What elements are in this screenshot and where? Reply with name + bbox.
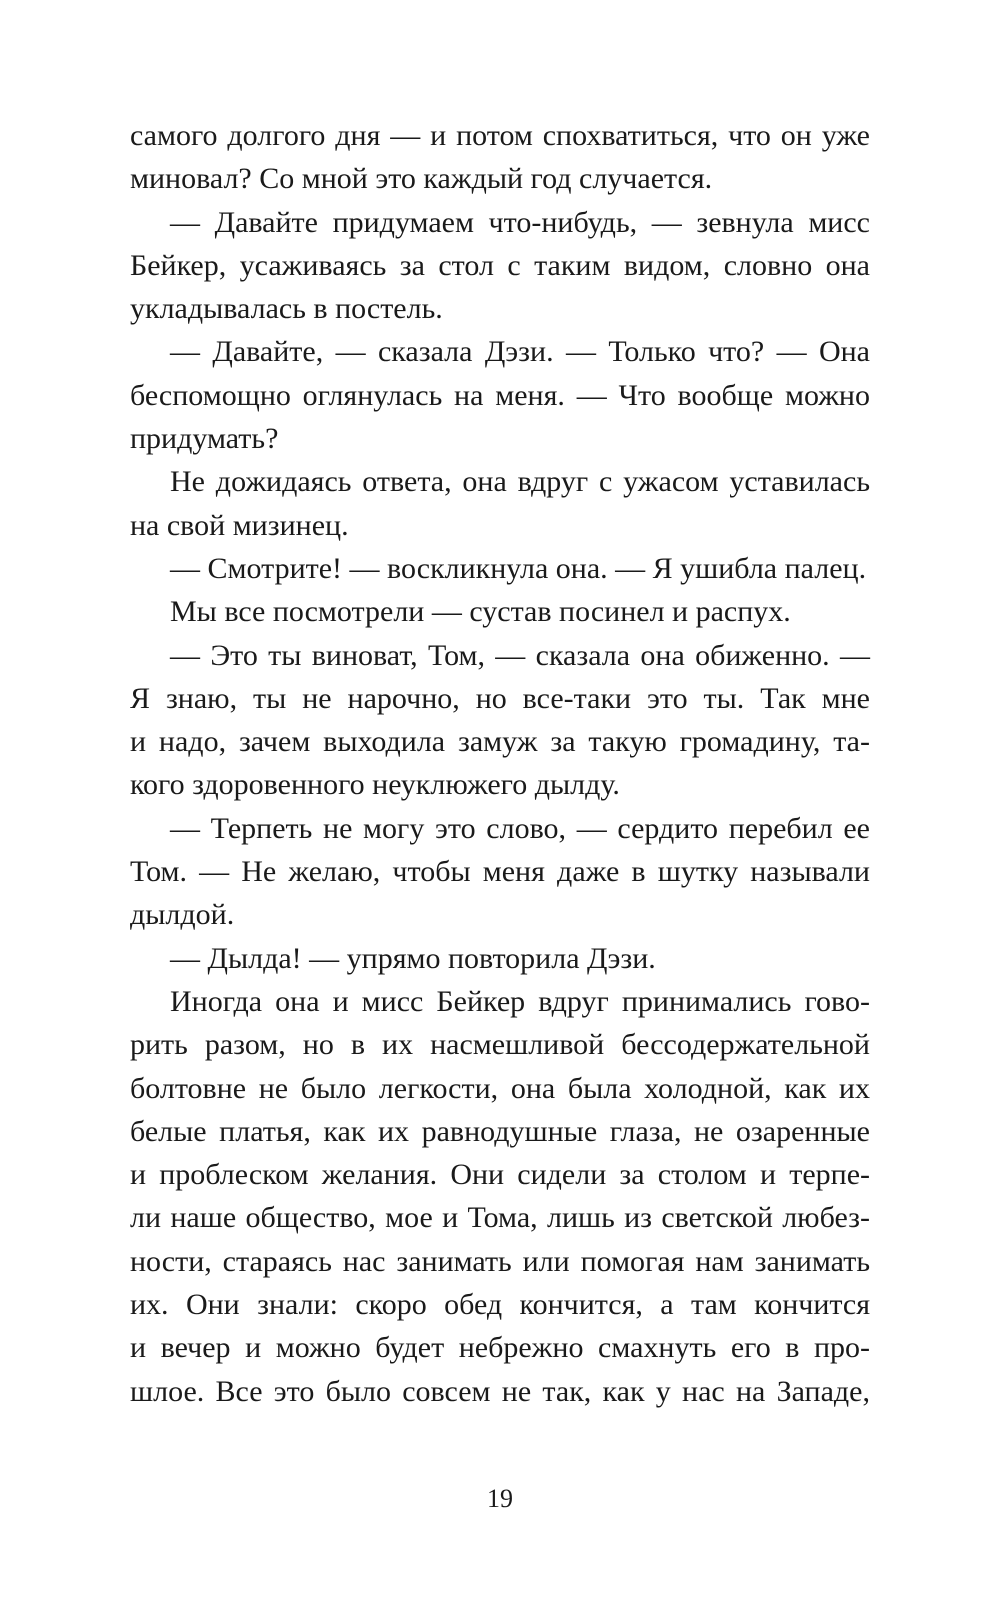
text-line: Я знаю, ты не нарочно, но все-таки это ты. Так мне <box>130 681 870 715</box>
text-line: и проблеском желания. Они сидели за столом и терпе- <box>130 1158 870 1192</box>
text-line: Бейкер, усаживаясь за стол с таким видом, словно она <box>130 248 870 282</box>
text-line: их. Они знали: скоро обед кончится, а там кончится <box>130 1288 870 1322</box>
text-line: придумать? <box>130 422 279 456</box>
text-line: дылдой. <box>130 898 235 932</box>
text-line: рить разом, но в их насмешливой бессодержательной <box>130 1028 870 1062</box>
page-number: 19 <box>487 1484 513 1513</box>
text-line: укладывалась в постель. <box>130 292 443 326</box>
body-text <box>130 114 870 1413</box>
text-line: Мы все посмотрели — сустав посинел и распух. <box>170 595 791 629</box>
text-line: болтовне не было легкости, она была холодной, как их <box>130 1071 870 1105</box>
text-line: на свой мизинец. <box>130 508 349 542</box>
text-line: ности, стараясь нас занимать или помогая нам занимать <box>130 1244 870 1278</box>
text-line: Иногда она и мисс Бейкер вдруг принимались гово- <box>170 984 870 1018</box>
text-line: — Смотрите! — воскликнула она. — Я ушибла палец. <box>170 551 867 585</box>
text-line: кого здоровенного неуклюжего дылду. <box>130 768 620 802</box>
text-line: — Терпеть не могу это слово, — сердито перебил ее <box>170 811 870 845</box>
text-line: шлое. Все это было совсем не так, как у нас на Западе, <box>130 1374 870 1408</box>
text-line: Не дожидаясь ответа, она вдруг с ужасом уставилась <box>170 465 870 499</box>
text-line: — Давайте, — сказала Дэзи. — Только что? — Она <box>170 335 870 369</box>
text-line: беспомощно оглянулась на меня. — Что вообще можно <box>130 378 870 412</box>
text-line: — Давайте придумаем что-нибудь, — зевнула мисс <box>170 205 870 239</box>
text-line: и вечер и можно будет небрежно смахнуть его в про- <box>130 1331 870 1365</box>
text-line: белые платья, как их равнодушные глаза, не озаренные <box>130 1114 870 1148</box>
text-line: — Дылда! — упрямо повторила Дэзи. <box>170 941 656 975</box>
text-line: Том. — Не желаю, чтобы меня даже в шутку называли <box>130 855 870 889</box>
text-line: самого долгого дня — и потом спохватиться, что он уже <box>130 119 870 152</box>
text-line: — Это ты виноват, Том, — сказала она обиженно. — <box>170 638 870 672</box>
text-line: миновал? Со мной это каждый год случается. <box>130 162 713 196</box>
text-line: ли наше общество, мое и Тома, лишь из светской любез- <box>130 1201 870 1235</box>
text-line: и надо, зачем выходила замуж за такую громадину, та- <box>130 725 870 759</box>
